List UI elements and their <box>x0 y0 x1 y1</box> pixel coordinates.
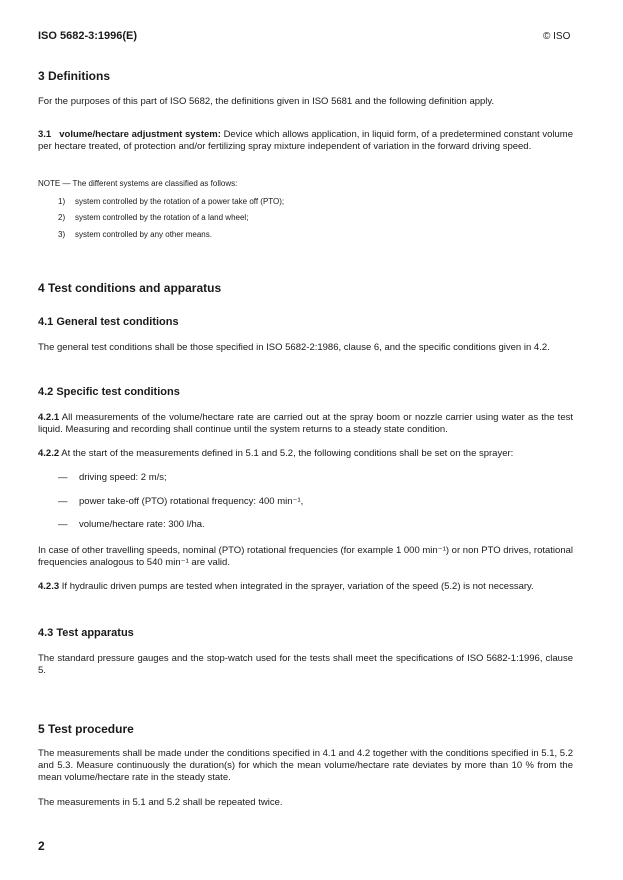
clause-4-2-2-continuation: In case of other travelling speeds, nominal (PTO) rotational frequencies (for example 1 000 min⁻¹) or non PTO drives, rotational frequencies analogous to 540 min⁻¹ are valid. <box>38 545 573 568</box>
note-item <box>58 213 248 222</box>
dash: — <box>58 519 68 530</box>
condition-text: volume/hectare rate: 300 l/ha. <box>79 519 205 530</box>
clause-4-2-2 <box>38 448 573 460</box>
definition-number: 3.1 <box>38 129 52 140</box>
note-heading: NOTE — The different systems are classified as follows: <box>38 179 238 188</box>
clause-4-2-1 <box>38 412 573 436</box>
clause-number: 4.2.1 <box>38 412 60 423</box>
clause-text: At the start of the measurements defined in 5.1 and 5.2, the following conditions shall be set on the sprayer: <box>59 448 514 459</box>
definition-3-1 <box>38 129 573 153</box>
page-number: 2 <box>38 839 45 853</box>
clause-number: 4.2.2 <box>38 448 60 459</box>
note-item-number: 1) <box>58 197 66 206</box>
note-item-text: system controlled by the rotation of a power take off (PTO); <box>75 197 285 206</box>
dash: — <box>58 496 68 507</box>
subsection-4-1-heading: 4.1 General test conditions <box>38 316 179 328</box>
definition-text: Device which allows application, in liquid form, of a predetermined constant volume per hectare treated, of protection and/or fertilizing spray mixture independent of variation in the forward driving speed. <box>38 129 573 152</box>
section-5-paragraph-2: The measurements in 5.1 and 5.2 shall be repeated twice. <box>38 797 283 808</box>
clause-number: 4.2.3 <box>38 581 60 592</box>
condition-item <box>58 519 205 530</box>
definition-term: volume/hectare adjustment system: <box>59 129 221 140</box>
clause-4-2-3 <box>38 581 573 593</box>
note-item-text: system controlled by the rotation of a land wheel; <box>75 213 249 222</box>
subsection-4-3-heading: 4.3 Test apparatus <box>38 627 134 639</box>
subsection-4-1-text: The general test conditions shall be those specified in ISO 5682-2:1986, clause 6, and the specific conditions given in 4.2. <box>38 342 550 353</box>
condition-text: power take-off (PTO) rotational frequency: 400 min⁻¹, <box>79 496 304 507</box>
condition-text: driving speed: 2 m/s; <box>79 472 167 483</box>
subsection-4-2-heading: 4.2 Specific test conditions <box>38 386 180 398</box>
section-5-heading: 5 Test procedure <box>38 722 134 736</box>
section-4-heading: 4 Test conditions and apparatus <box>38 281 222 295</box>
note-item <box>58 197 284 206</box>
standard-designation: ISO 5682-3:1996(E) <box>38 30 138 42</box>
dash: — <box>58 472 68 483</box>
condition-item <box>58 496 303 507</box>
note-item <box>58 230 212 239</box>
note-item-number: 3) <box>58 230 66 239</box>
section-3-heading: 3 Definitions <box>38 69 111 83</box>
condition-item <box>58 472 167 483</box>
clause-text: All measurements of the volume/hectare rate are carried out at the spray boom or nozzle carrier using water as the test liquid. Measuring and recording shall continue until the system returns to a steady state condition. <box>38 412 573 435</box>
note-item-number: 2) <box>58 213 66 222</box>
clause-text: If hydraulic driven pumps are tested when integrated in the sprayer, variation of the speed (5.2) is not necessary. <box>59 581 534 592</box>
note-item-text: system controlled by any other means. <box>75 230 212 239</box>
subsection-4-3-text: The standard pressure gauges and the stop-watch used for the tests shall meet the specifications of ISO 5682-1:1996, clause 5. <box>38 653 573 676</box>
section-5-paragraph-1: The measurements shall be made under the conditions specified in 4.1 and 4.2 together with the conditions specified in 5.1, 5.2 and 5.3. Measure continuously the duration(s) for which the mean volume/hectare rate deviates by more than 10 % from the mean volume/hectare rate in the steady state. <box>38 748 573 783</box>
section-3-intro: For the purposes of this part of ISO 5682, the definitions given in ISO 5681 and the following definition apply. <box>38 96 495 107</box>
copyright-mark: © ISO <box>543 31 571 42</box>
